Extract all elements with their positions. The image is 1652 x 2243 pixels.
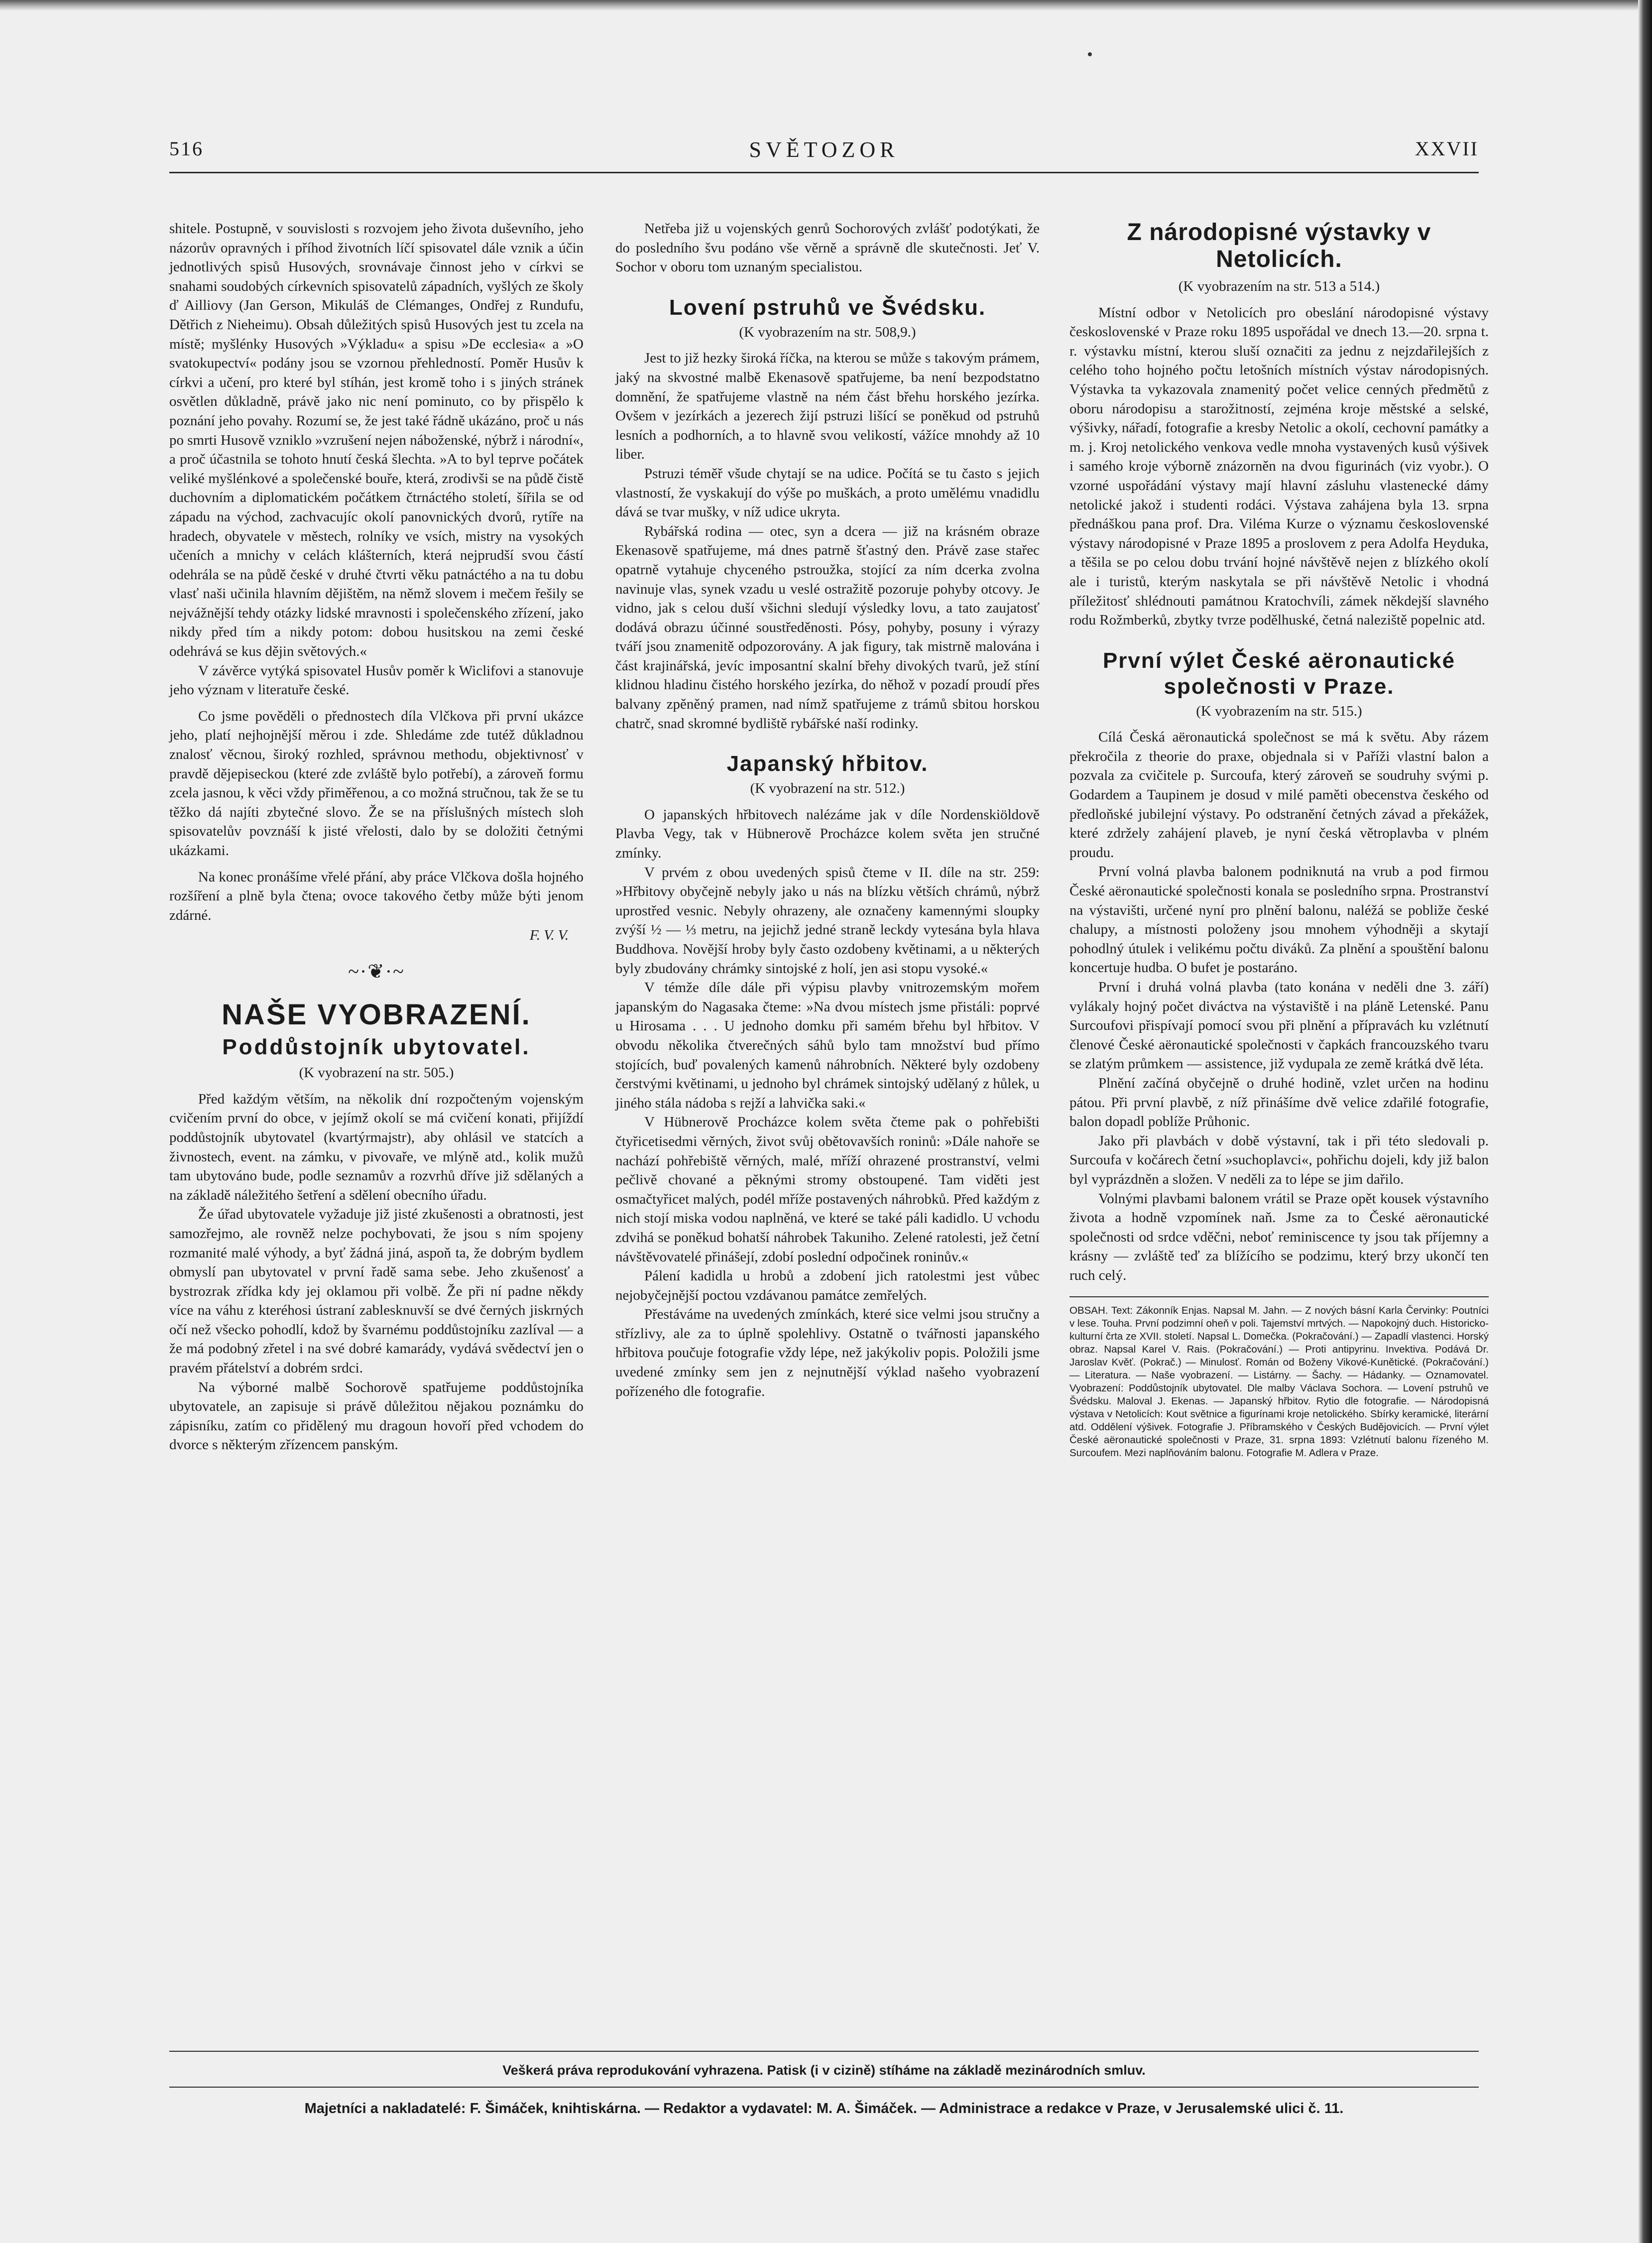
journal-title: SVĚTOZOR [749, 137, 899, 162]
paragraph: Před každým větším, na několik dní rozpočteným vojenským cvičením první do obce, v jejímž okolí se má cvičení konati, přijíždí poddůstojník ubytovatel (kvartýrmajstr), aby ohlásil ve statcích a živnostech, event. na zámku, v pivovaře, ve mlýně atd., kolik mužů tam ubytováno bude, podle seznamův a rozvrhů dříve již sdělaných a na základě náležitého šetření a sdělení obecního úřadu. [169, 1091, 584, 1203]
author-signature: F. V. V. [529, 927, 569, 944]
paragraph: Že úřad ubytovatele vyžaduje již jisté zkušenosti a obratnosti, jest samozřejmo, ale rovněž nelze pochybovati, že jsou s ním spojeny rozmanité malé výhody, a byť žádná jiná, aspoň ta, že dobrým bydlem obmyslí pan ubytovatel v první řadě sama sebe. Jeho zkušenosť a bystrozrak zřídka kdy jej oklamou při volbě. Že při ní padne někdy více na váhu z kteréhosi ústraní zablesknuvší se dvé černých jiskrných očí než všecko pohodlí, kdož by švarnému poddůstojníku zazlíval — a že má podobný zřetel i na své dobré kamarády, vydává svědectví jen o pravém přátelství a dobrém srdci. [169, 1206, 584, 1376]
article-title: Lovení pstruhů ve Švédsku. [669, 295, 986, 320]
column-3 [1069, 219, 1489, 1460]
running-head [169, 137, 1479, 167]
paragraph: V témže díle dále při výpisu plavby vnitrozemským mořem japanským do Nagasaka čteme: »Na dvou místech jsme přistáli: poprvé u Hirosama . . . U jednoho domku při samém břehu byl hřbitov. V obvodu několika čtverečných sáhů bylo tam množství bud přímo stojících, buď povalených kamenů náhrobních. Některé byly ozdobeny čerstvými květinami, u jednoho byl chrámek sintojský udělaný z hůlek, u jiného stála nádoba s rejží a lahvička saki.« [615, 980, 1040, 1111]
rights-notice: Veškerá práva reprodukování vyhrazena. Patisk (i v cizině) stíháme na základě mezinárodních smluv. [502, 2063, 1146, 2078]
print-speck [1088, 52, 1092, 56]
ornament: ~·❦·~ [348, 960, 405, 983]
paragraph: První i druhá volná plavba (tato konána v neděli dne 3. září) vylákaly hojný počet diváctva na výstaviště i na pláně Letenské. Panu Surcoufovi přispívají pomocí svou při plnění a přípravách ku vzlétnutí členové České aëronautické společnosti v čapkách francouzského tvaru se zlatým průmkem — assistence, již vydupala ze země krátká dvě léta. [1069, 979, 1489, 1072]
scan-shadow-right [1638, 0, 1652, 2243]
article-subtitle: (K vyobrazení na str. 505.) [299, 1065, 454, 1081]
article-title: Poddůstojník ubytovatel. [222, 1035, 531, 1060]
page-number: 516 [169, 137, 204, 160]
paragraph: Přestáváme na uvedených zmínkách, které sice velmi jsou stručny a střízlivy, ale za to úplně spolehlivy. Ostatně o tvářnosti japanského hřbitova poučuje fotografie vždy lépe, než jakýkoliv popis. Položili jsme uvedené zmínky sem jen z nejnutnější výklad našeho vyobrazení pořízeného dle fotografie. [615, 1306, 1040, 1399]
paragraph: V závěrce vytýká spisovatel Husův poměr k Wiclifovi a stanovuje jeho význam v literatuře české. [169, 662, 584, 698]
publisher-imprint: Majetníci a nakladatelé: F. Šimáček, knihtiskárna. — Redaktor a vydavatel: M. A. Šimáček. — Administrace a redakce v Praze, v Jerusalemské ulici č. 11. [304, 2101, 1344, 2117]
paragraph: Co jsme pověděli o přednostech díla Vlčkova při první ukázce jeho, platí nejhojnější měrou i zde. Shledáme zde tutéž důkladnou znalosť věcnou, široký rozhled, správnou methodu, objektivnosť v pravdě dějepiseckou (které zde zvláště bylo potřebí), a zároveň formu zcela jasnou, k věci vždy přiměřenou, a co možná stručnou, tak že se tu těžko dá najíti zbytečné slovo. Že se na příslušných místech sloh spisovatelův povznáší k jisté vřelosti, dalo by se doložiti četnými ukázkami. [169, 708, 584, 859]
paragraph: Místní odbor v Netolicích pro obeslání národopisné výstavy československé v Praze roku 1895 uspořádal ve dnech 13.—20. srpna t. r. výstavku místní, kterou sluší označiti za jednu z nejzdařilejších z celého toho hojného počtu letošních místních výstav národopisných. Výstavka ta vykazovala znamenitý počet velice cenných předmětů z oboru národopisu a starožitností, zejména kroje městské a selské, výšivky, nářadí, fotografie a kresby Netolic a okolí, cechovní památky a m. j. Kroj netolického venkova vedle mnoha vystavených kusů výšivek i samého kroje výborně znázorněn na dvou figurinách (viz vyobr.). O vzorné uspořádání výstavy mají hlavní zásluhu vlastenecké dámy netolické jakož i studenti rodáci. Výstava zahájena byla 13. srpna přednáškou pana prof. Dra. Viléma Kurze o významu československé výstavy národopisné v Praze 1895 a proslovem z pera Adolfa Heyduka, a těšila se po celou dobu trvání hojné návštěvě nejen z blízkého okolí ale i turistů, kterým naskytala se při návštěvě Netolic i vhodná příležitosť shlédnouti památnou Kratochvíli, zámek někdejší slavného rodu Rožmberků, zbytky tvrze podělhuské, četná naleziště popelnic atd. [1069, 304, 1489, 628]
article-subtitle: (K vyobrazením na str. 513 a 514.) [1178, 278, 1380, 294]
article-title: Japanský hřbitov. [726, 751, 929, 776]
article-subtitle: (K vyobrazení na str. 512.) [750, 780, 905, 797]
article-title: První výlet České aëronautické společnosti v Praze. [1102, 648, 1456, 699]
paragraph: Pálení kadidla u hrobů a zdobení jich ratolestmi jest vůbec nejobyčejnější poctou vzdávanou památce zemřelých. [615, 1268, 1040, 1303]
article-subtitle: (K vyobrazením na str. 508,9.) [739, 324, 916, 340]
paragraph: Cílá Česká aëronautická společnost se má k světu. Aby rázem překročila z theorie do praxe, objednala si v Paříži vlastní balon a pozvala za cvičitele p. Surcoufa, který zároveň se soudruhy svými p. Godardem a Taupinem je dosud v milé paměti obecenstva českého od předloňské jubilejní výstavy. Po odstranění četných závad a překážek, které zdržely zahájení plaveb, je nyní česká větroplavba v plném proudu. [1069, 729, 1489, 861]
footer-rule-top [169, 2051, 1479, 2052]
paragraph: Jako při plavbách v době výstavní, tak i při této sledovali p. Surcoufa v kočárech četní »suchoplavci«, pohřichu dojeli, kdy již balon byl vyprázdněn a složen. V neděli za to lépe se jim dařilo. [1069, 1132, 1489, 1187]
paragraph: shitele. Postupně, v souvislosti s rozvojem jeho života duševního, jeho názorův opravných i příhod životních líčí spisovatel dále vznik a účin jednotlivých spisů Husových, srovnávaje činnost jeho v církvi se snahami soudobých církevních spisovatelů západních, vyšlých ze školy ď Ailliovy (Jan Gerson, Mikuláš de Clémanges, Ondřej z Rundufu, Dětřich z Nieheimu). Obsah důležitých spisů Husových jest tu zcela na místě; myšlénky Husových »Výkladu« a spisu »De ecclesia« a »O svatokupectví« podány jsou se vzornou přehledností. Poměr Husův k církvi a učení, pro které byl stíhán, jest kromě toho i s jiných stránek osvětlen důkladně, právě jako nic není pominuto, co by přispělo k poznání jeho povahy. Rozumí se, že jest také řádně ukázáno, proč u nás po smrti Husově vzniklo »vzrušení nejen náboženské, nýbrž i národní«, a proč účastnila se tohoto hnutí česká šlechta. »A to byl teprve počátek veliké myšlénkové a společenské bouře, která, zrodivši se na půdě čistě duchovním a diplomatickém počátkem čtrnáctého století, šířila se od západu na východ, zachvacujíc okolí panovnických dvorů, rytíře na hradech, obyvatele v městech, rolníky ve vsích, mistry na vysokých učeních a mnichy v celách klášterních, která nejprudší svou částí odehrála se na půdě české v druhé čtvrti věku patnáctého a na tu dobu vlasť naši učinila hlavním dějištěm, na němž slovem i mečem řešily se nejvážnější tehdy otázky lidské mravnosti i společenského zřízení, jako nikdy před tím a nikdy potom: dobou husitskou na zemi české odehrává se kus dějin světových.« [169, 221, 584, 660]
article-subtitle: (K vyobrazením na str. 515.) [1196, 703, 1362, 719]
paragraph: V prvém z obou uvedených spisů čteme v II. díle na str. 259: »Hřbitovy obyčejně nebyly jako u nás na blízku větších chrámů, nýbrž uprostřed vesnic. Nebyly ohrazeny, ale označeny kamennými sloupky zvýší ½ — ⅓ metru, na jejichž jedné straně leckdy vytesána byla hlava Buddhova. Novější hroby byly často ozdobeny květinami, a u některých byly zbudovány chrámky sintojské z holí, jen asi stopu vysoké.« [615, 864, 1040, 977]
paragraph: První volná plavba balonem podniknutá na vrub a pod firmou České aëronautické společnosti konala se posledního srpna. Prostranství na výstavišti, určené nyní pro plnění balonu, naléžá se pobliže české chalupy, a místnosti položeny jsou mnohem výhodněji a skytají pohodlný útulek i velikému počtu diváků. Za plnění a spouštění balonu koncertuje hudba. O bufet je postaráno. [1069, 864, 1489, 976]
paragraph: Rybářská rodina — otec, syn a dcera — již na krásném obraze Ekenasově spatřujeme, má dnes patrně šťastný den. Právě zase stařec opatrně vytahuje chyceného pstroužka, stojící za ním dcerka zvolna navinuje vlas, synek vzadu u veslé ostražitě pozoruje pohyby otcovy. Je vidno, jak s celou duší všichni sledují výsledky lovu, a tato zaujatosť dodává obrazu účinné soustředěnosti. Pósy, pohyby, posuny i výrazy tváří jsou znamenitě odpozorovány. A jak figury, tak mistrně malována i část krajinářská, jevíc imposantní skalní břehy divokých tvarů, jež stíní klidnou hladinu čistého horského jezírka, do něhož v pozadí proudí přes balvany zpěněný pramen, nad nímž spatřujeme z trámů sbitou horskou chatrč, snad skromné bydliště rybářské naší rodinky. [615, 523, 1040, 732]
paragraph: Netřeba již u vojenských genrů Sochorových zvlášť podotýkati, že do posledního švu podáno vše věrně a správně dle skutečnosti. Jeť V. Sochor v oboru tom uznaným specialistou. [615, 221, 1040, 275]
footer-rule-middle [169, 2087, 1479, 2088]
table-of-contents: OBSAH. Text: Zákonník Enjas. Napsal M. Jahn. — Z nových básní Karla Červinky: Poutníci v lese. Touha. První podzimní oheň v poli. Tajemství mrtvých. — Napokojný duch. Historicko-kulturní črta ze XVII. století. Napsal L. Domečka. (Pokračování.) — Zapadlí vlastenci. Horský obraz. Napsal Karel V. Rais. (Pokračování.) — Proti antipyrinu. Invektiva. Podává Dr. Jaroslav Kvěť. (Pokrač.) — Minulosť. Román od Boženy Vikové-Kunětické. (Pokračování.) — Literatura. — Naše vyobrazení. — Listárny. — Šachy. — Hádanky. — Oznamovatel. Vyobrazení: Poddůstojník ubytovatel. Dle malby Václava Sochora. — Lovení pstruhů ve Švédsku. Maloval J. Ekenas. — Japanský hřbitov. Rytio dle fotografie. — Národopisná výstava v Netolicích: Kout světnice a figurínami kroje netolického. Sbírky keramické, literární atd. Oddělení výšivek. Fotografie J. Příbramského v Českých Budějovicích. — První výlet České aëronautické společnosti v Praze, 31. srpna 1893: Vzlétnutí balonu řízeného M. Surcoufem. Mezi naplňováním balonu. Fotografie M. Adlera v Praze. [1069, 1296, 1489, 1460]
volume-number: XXVII [1415, 137, 1479, 160]
header-rule [169, 172, 1479, 173]
paragraph: Na výborné malbě Sochorově spatřujeme poddůstojníka ubytovatele, an zapisuje si právě důležitou nějakou poznámku do zápisníku, zatím co přidělený mu dragoun hovoří před vchodem do dvorce s některým zřízencem panským. [169, 1379, 584, 1453]
scan-shadow-top [0, 0, 1652, 11]
paragraph: Pstruzi téměř všude chytají se na udice. Počítá se tu často s jejich vlastností, že vyskakují do výše po muškách, a proto umělému vnadidlu dává se tvar mušky, v níž udice ukryta. [615, 465, 1040, 520]
paragraph: O japanských hřbitovech nalézáme jak v díle Nordenskiöldově Plavba Vegy, tak v Hübnerově Procházce kolem světa jen stručné zmínky. [615, 806, 1040, 862]
article-title: Z národopisné výstavky v Netolicích. [1127, 219, 1431, 272]
paragraph: V Hübnerově Procházce kolem světa čteme pak o pohřebišti čtyřicetisedmi věrných, život svůj obětovavších roninů: »Dále nahoře se nachází pohřebiště věrných, malé, mříží ohrazené prostranství, velmi pečlivě chované a pěknými stromy obstoupené. Tam viděti jest osmačtyřicet malých, podél mříže postavených náhrobků. Před každým z nich stojí miska vodou naplněná, ve které se také páli kadidlo. U vchodu zdvihá se poněkud bohatší náhrobek Takuniho. Zelené ratolesti, jež četní návštěvovatelé přinášejí, zdobí poslední odpočinek roninův.« [615, 1114, 1040, 1265]
section-title: NAŠE VYOBRAZENÍ. [222, 998, 531, 1031]
column-1 [169, 219, 584, 1455]
paragraph: Jest to již hezky široká říčka, na kterou se může s takovým prámem, jaký na skvostné malbě Ekenasově spatřujeme, ba není bezpodstatno domnění, že spatřujeme vlastně na ném část břehu horského jezírka. Ovšem v jezírkách a jezerech žijí pstruzi lišící se poněkud od pstruhů lesních a podhorních, a to hlavně svou velikostí, vážíce mnohdy až 10 liber. [615, 350, 1040, 463]
paragraph: Volnými plavbami balonem vrátil se Praze opět kousek výstavního života a hodně vzpomínek naň. Jsme za to České aëronautické společnosti od srdce vděčni, neboť reminiscence ty jsou tak příjemny a krásny — zvláště teď za blížícího se podzimu, který brzy ukončí ten ruch celý. [1069, 1190, 1489, 1283]
column-2 [615, 219, 1040, 1401]
paragraph: Na konec pronášíme vřelé přání, aby práce Vlčkova došla hojného rozšíření a plně byla čtena; ovoce takového četby může býti jenom zdárné. [169, 869, 584, 923]
paragraph: Plnění začíná obyčejně o druhé hodině, vzlet určen na hodinu pátou. Při první plavbě, z níž přinášíme dvě velice zdařilé fotografie, balon dopadl poblíže Průhonic. [1069, 1075, 1489, 1130]
